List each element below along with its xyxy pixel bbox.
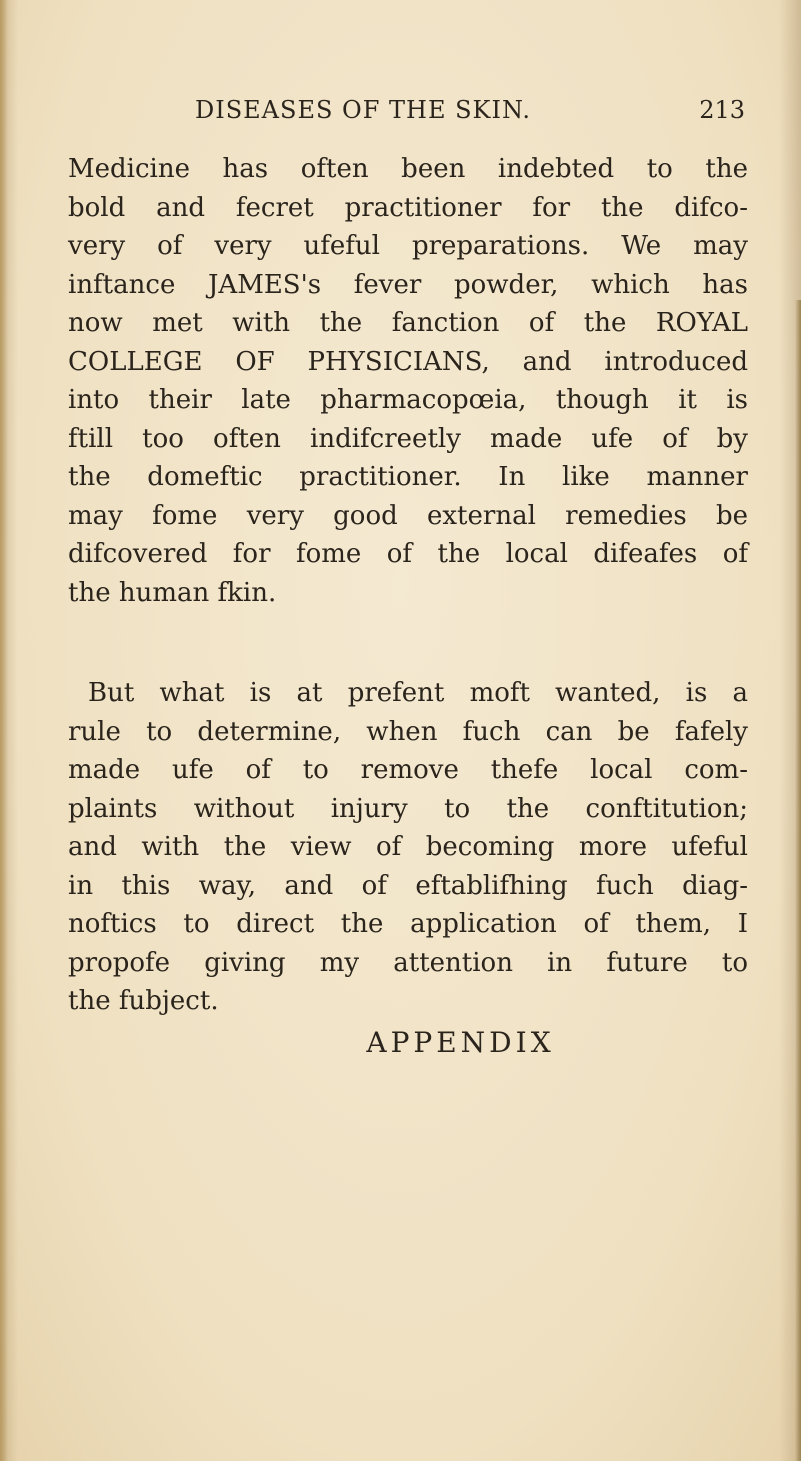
text-line: the fubject. [68, 986, 219, 1016]
paragraph-gap [68, 612, 748, 674]
text-line: propofe giving my attention in future to [68, 947, 748, 978]
text-line: into their late pharmacopœia, though it is [68, 385, 748, 415]
text-line: in this way, and of eftablifhing fuch diag- [68, 870, 748, 901]
page-gutter-shadow [0, 0, 8, 1461]
page-number: 213 [699, 96, 745, 124]
text-line: rule to determine, when fuch can be fafely [68, 716, 748, 747]
text-line: now met with the fanction of the ROYAL [68, 308, 748, 338]
text-line: Medicine has often been indebted to the [68, 154, 748, 184]
text-line: and with the view of becoming more ufeful [68, 832, 748, 862]
text-line: But what is at prefent moft wanted, is a [88, 678, 748, 708]
page-edge-shadow [795, 300, 801, 1461]
text-line: very of very ufeful preparations. We may [68, 231, 748, 261]
text-line: COLLEGE OF PHYSICIANS, and introduced [68, 346, 748, 377]
body-text [68, 150, 748, 1021]
paragraph-1 [68, 150, 748, 612]
text-line: plaints without injury to the conftitution; [68, 793, 748, 824]
text-line: inftance JAMES's fever powder, which has [68, 269, 748, 300]
text-line: ftill too often indifcreetly made ufe of by [68, 423, 748, 454]
text-line: may fome very good external remedies be [68, 500, 748, 531]
catchword: APPENDIX [366, 1026, 555, 1059]
text-line: the domeftic practitioner. In like manner [68, 462, 748, 492]
paragraph-2 [68, 674, 748, 1021]
text-line: noftics to direct the application of them, I [68, 909, 748, 939]
text-line: the human fkin. [68, 577, 277, 608]
text-line: difcovered for fome of the local difeafes of [68, 539, 748, 569]
text-line: bold and fecret practitioner for the difco- [68, 192, 748, 223]
text-line: made ufe of to remove thefe local com- [68, 755, 748, 785]
page-header [105, 96, 745, 136]
running-head: DISEASES OF THE SKIN. [195, 96, 532, 124]
